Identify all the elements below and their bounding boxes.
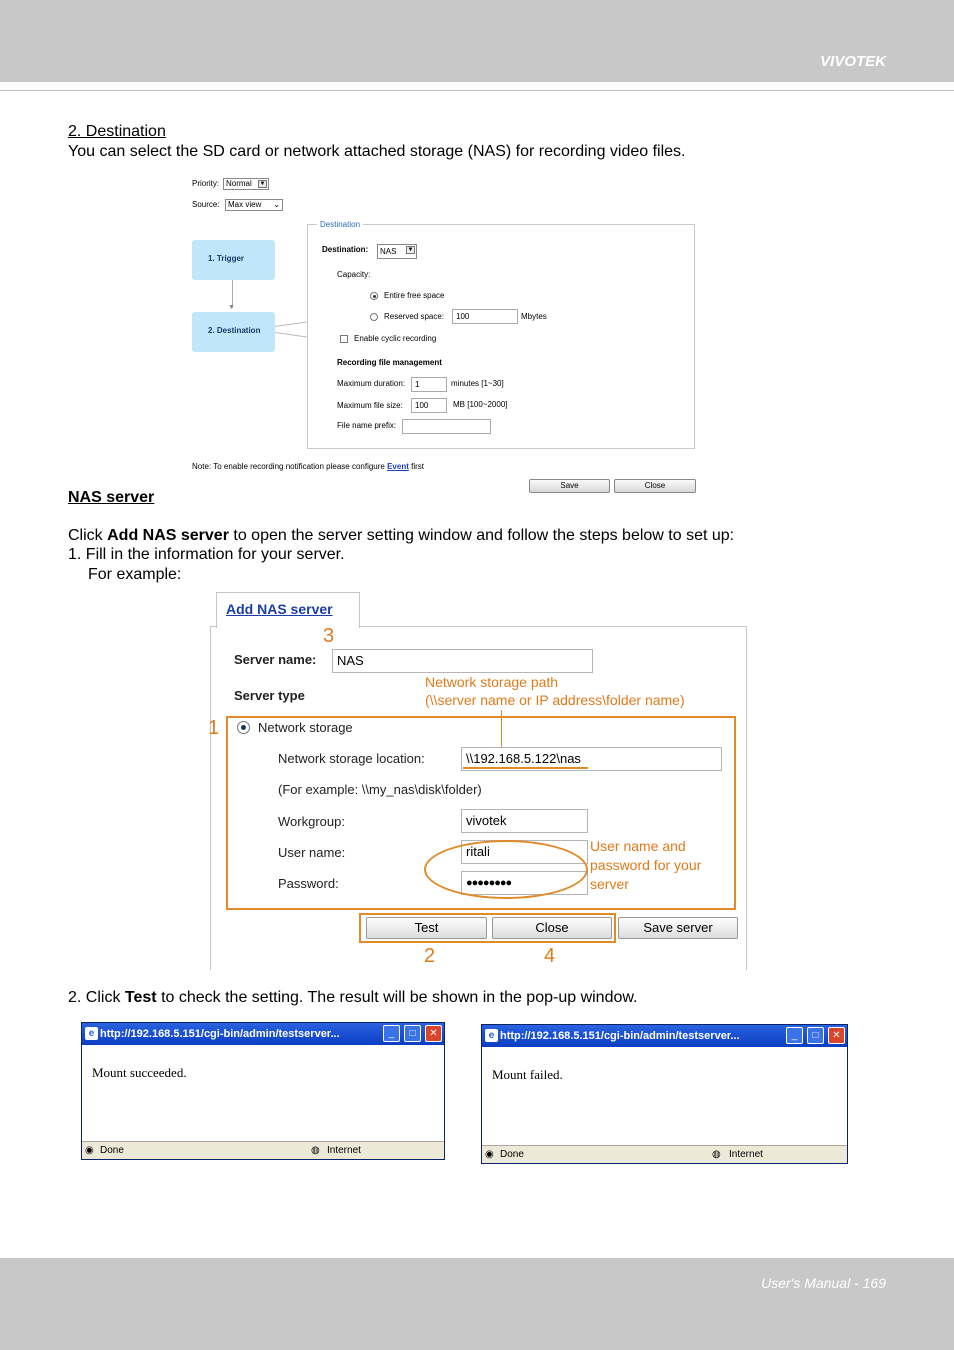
chevron-down-icon: ⌄ (273, 200, 280, 209)
globe-icon: ◍ (712, 1149, 721, 1160)
ie-page-icon: e (85, 1027, 98, 1040)
chevron-down-icon: ▼ (407, 247, 414, 253)
reserved-space-unit: Mbytes (521, 312, 547, 321)
step-pointer-line (275, 322, 307, 327)
section-title-nas: NAS server (68, 489, 155, 506)
page-footer (0, 1258, 954, 1350)
status-done: Done (500, 1149, 524, 1160)
location-input[interactable]: \\192.168.5.122\nas (461, 747, 722, 771)
source-select[interactable]: Max view ⌄ (225, 199, 283, 211)
step-destination[interactable]: 2. Destination (192, 312, 275, 352)
callout-number-2: 2 (424, 945, 436, 967)
callout-path-line-1: Network storage path (425, 674, 559, 690)
popup-window-success (81, 1022, 445, 1160)
destination-intro: You can select the SD card or network attached storage (NAS) for recording video files. (68, 143, 686, 160)
nas-instruction-1: Click Add NAS server to open the server setting window and follow the steps below to set up: (68, 527, 735, 544)
max-duration-unit: minutes [1~30] (451, 379, 504, 388)
entire-free-space-label: Entire free space (384, 291, 445, 300)
callout-number-4: 4 (544, 945, 556, 967)
source-label: Source: (192, 200, 220, 209)
cyclic-recording-checkbox[interactable] (340, 335, 348, 343)
section-title-destination: 2. Destination (68, 123, 166, 140)
network-storage-label: Network storage (258, 720, 353, 735)
nas-instruction-3: For example: (88, 566, 182, 583)
location-underline (463, 767, 588, 769)
event-note: Note: To enable recording notification please configure Event first (192, 462, 424, 471)
maximize-icon[interactable]: □ (404, 1025, 421, 1042)
max-size-unit: MB [100~2000] (453, 400, 508, 409)
password-input[interactable]: ●●●●●●●● (461, 871, 588, 895)
test-instruction: 2. Click Test to check the setting. The result will be shown in the pop-up window. (68, 989, 638, 1006)
header-divider (0, 90, 954, 91)
entire-free-space-radio[interactable] (370, 292, 378, 300)
popup-status-bar (482, 1145, 847, 1163)
rfm-title: Recording file management (337, 358, 442, 367)
callout-user-line-2: password for your (590, 857, 702, 873)
reserved-space-radio[interactable] (370, 313, 378, 321)
close-button[interactable]: Close (492, 917, 612, 939)
page-header (0, 0, 954, 82)
page-number: User's Manual - 169 (761, 1275, 886, 1291)
location-example: (For example: \\my_nas\disk\folder) (278, 782, 482, 797)
location-label: Network storage location: (278, 751, 425, 766)
popup-message: Mount failed. (492, 1067, 563, 1082)
destination-select[interactable]: NAS ▼ (377, 244, 417, 259)
status-zone: Internet (327, 1145, 361, 1156)
minimize-icon[interactable]: _ (786, 1027, 803, 1044)
credentials-highlight-ellipse (424, 840, 588, 899)
password-label: Password: (278, 876, 339, 891)
username-input[interactable]: ritali (461, 840, 588, 864)
maximize-icon[interactable]: □ (807, 1027, 824, 1044)
step-pointer-line (275, 332, 307, 337)
ie-page-icon: e (485, 1029, 498, 1042)
network-storage-radio[interactable] (237, 721, 250, 734)
destination-label: Destination: (322, 245, 369, 254)
max-size-input[interactable]: 100 (411, 398, 447, 413)
popup-status-bar (82, 1141, 444, 1159)
destination-panel-title: Destination (317, 220, 363, 229)
max-duration-label: Maximum duration: (337, 379, 406, 388)
priority-label: Priority: (192, 179, 220, 188)
page-done-icon: ◉ (85, 1145, 94, 1156)
max-size-label: Maximum file size: (337, 401, 403, 410)
status-done: Done (100, 1145, 124, 1156)
minimize-icon[interactable]: _ (383, 1025, 400, 1042)
workgroup-input[interactable]: vivotek (461, 809, 588, 833)
callout-path-line-2: (\\server name or IP address\folder name) (425, 692, 685, 708)
radio-dot-icon (241, 725, 246, 730)
arrow-down-icon: ▼ (228, 304, 235, 311)
step-trigger[interactable]: 1. Trigger (192, 240, 275, 280)
popup-window-failure (481, 1024, 848, 1164)
save-button[interactable]: Save (529, 479, 610, 493)
cyclic-recording-label: Enable cyclic recording (354, 334, 437, 343)
save-server-button[interactable]: Save server (618, 917, 738, 939)
chevron-down-icon: ▼ (259, 181, 266, 187)
max-duration-input[interactable]: 1 (411, 377, 447, 392)
close-button[interactable]: Close (614, 479, 696, 493)
event-link[interactable]: Event (387, 462, 409, 471)
server-type-label: Server type (234, 688, 305, 703)
callout-user-line-1: User name and (590, 838, 686, 854)
globe-icon: ◍ (311, 1145, 320, 1156)
popup-message: Mount succeeded. (92, 1065, 187, 1080)
callout-number-1: 1 (208, 717, 220, 739)
prefix-label: File name prefix: (337, 421, 397, 430)
page-done-icon: ◉ (485, 1149, 494, 1160)
close-icon[interactable]: ✕ (425, 1025, 442, 1042)
popup-title: http://192.168.5.151/cgi-bin/admin/testserver... (500, 1030, 740, 1042)
callout-user-line-3: server (590, 876, 629, 892)
test-button[interactable]: Test (366, 917, 487, 939)
reserved-space-input[interactable]: 100 (452, 309, 518, 324)
callout-number-3: 3 (323, 625, 335, 647)
close-icon[interactable]: ✕ (828, 1027, 845, 1044)
prefix-input[interactable] (402, 419, 491, 434)
priority-select[interactable]: Normal ▼ (223, 178, 269, 190)
popup-title: http://192.168.5.151/cgi-bin/admin/testserver... (100, 1028, 340, 1040)
brand-logo: VIVOTEK (820, 53, 886, 70)
tab-add-nas-server[interactable] (216, 592, 360, 628)
server-name-input[interactable]: NAS (332, 649, 593, 673)
nas-instruction-2: 1. Fill in the information for your server. (68, 546, 345, 563)
reserved-space-label: Reserved space: (384, 312, 445, 321)
tab-label: Add NAS server (226, 601, 333, 617)
workgroup-label: Workgroup: (278, 814, 345, 829)
username-label: User name: (278, 845, 346, 860)
capacity-label: Capacity: (337, 270, 371, 279)
status-zone: Internet (729, 1149, 763, 1160)
server-name-label: Server name: (234, 652, 317, 667)
